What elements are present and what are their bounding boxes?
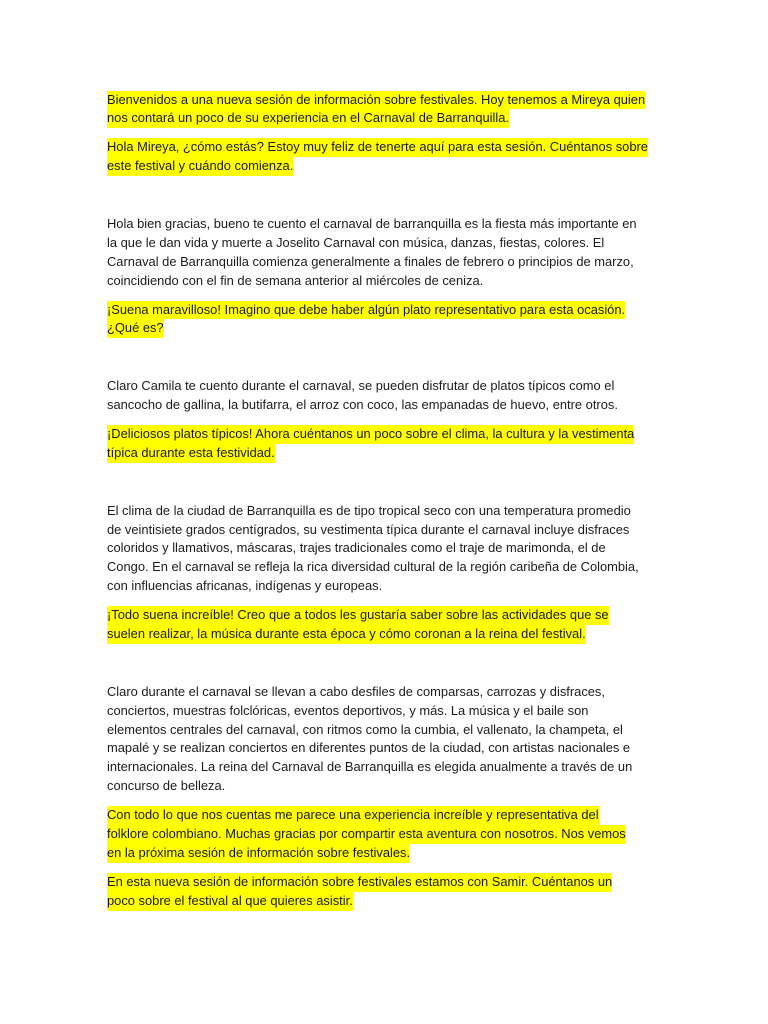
text-line bbox=[107, 253, 668, 272]
highlighted-text: ¿Qué es? bbox=[107, 319, 164, 338]
text-line bbox=[107, 539, 668, 558]
highlighted-text: folklore colombiano. Muchas gracias por compartir esta aventura con nosotros. Nos vemos bbox=[107, 825, 626, 844]
highlighted-text: En esta nueva sesión de información sobre festivales estamos con Samir. Cuéntanos un bbox=[107, 873, 612, 892]
guest-answer-paragraph bbox=[107, 215, 668, 291]
text-line bbox=[107, 625, 668, 644]
text-line bbox=[107, 721, 668, 740]
highlighted-text: ¡Suena maravilloso! Imagino que debe haber algún plato representativo para esta ocasión. bbox=[107, 301, 625, 320]
highlighted-text: poco sobre el festival al que quieres asistir. bbox=[107, 892, 353, 911]
text-line bbox=[107, 806, 668, 825]
text-line bbox=[107, 444, 668, 463]
text-line bbox=[107, 825, 668, 844]
highlighted-text: Hola Mireya, ¿cómo estás? Estoy muy feliz de tenerte aquí para esta sesión. Cuéntanos sobre bbox=[107, 138, 648, 157]
text-line bbox=[107, 396, 668, 415]
highlighted-text: nos contará un poco de su experiencia en el Carnaval de Barranquilla. bbox=[107, 109, 509, 128]
answer-text: Hola bien gracias, bueno te cuento el carnaval de barranquilla es la fiesta más importante en bbox=[107, 215, 637, 231]
text-line bbox=[107, 758, 668, 777]
text-line bbox=[107, 558, 668, 577]
answer-text: coloridos y llamativos, máscaras, trajes tradicionales como el traje de marimonda, el de bbox=[107, 540, 606, 556]
host-intro-paragraph bbox=[107, 91, 668, 129]
guest-answer-paragraph bbox=[107, 683, 668, 796]
text-line bbox=[107, 215, 668, 234]
answer-text: elementos centrales del carnaval, con ritmos como la cumbia, el vallenato, la champeta, el bbox=[107, 721, 623, 737]
text-line bbox=[107, 301, 668, 320]
text-line bbox=[107, 234, 668, 253]
answer-text: Congo. En el carnaval se refleja la rica diversidad cultural de la región caribeña de Colombia, bbox=[107, 559, 639, 575]
answer-text: mapalé y se realizan conciertos en diferentes puntos de la ciudad, con artistas nacionales e bbox=[107, 740, 631, 756]
answer-text: la que le dan vida y muerte a Joselito Carnaval con música, danzas, fiestas, colores. El bbox=[107, 234, 605, 250]
answer-text: Carnaval de Barranquilla comienza generalmente a finales de febrero o principios de marzo, bbox=[107, 253, 634, 269]
answer-text: coincidiendo con el fin de semana anterior al miércoles de ceniza. bbox=[107, 272, 484, 288]
text-line bbox=[107, 777, 668, 796]
host-question-paragraph bbox=[107, 301, 668, 339]
host-question-paragraph bbox=[107, 138, 668, 176]
guest-answer-paragraph bbox=[107, 502, 668, 596]
text-line bbox=[107, 606, 668, 625]
text-line bbox=[107, 683, 668, 702]
answer-text: Claro Camila te cuento durante el carnaval, se pueden disfrutar de platos típicos como el bbox=[107, 378, 615, 394]
text-line bbox=[107, 844, 668, 863]
highlighted-text: suelen realizar, la música durante esta época y cómo coronan a la reina del festival. bbox=[107, 625, 586, 644]
text-line bbox=[107, 109, 668, 128]
empty-paragraph bbox=[107, 654, 668, 673]
highlighted-text: ¡Deliciosos platos típicos! Ahora cuéntanos un poco sobre el clima, la cultura y la vestimenta bbox=[107, 425, 634, 444]
answer-text: con influencias africanas, indígenas y europeas. bbox=[107, 578, 383, 594]
answer-text: conciertos, muestras folclóricas, eventos deportivos, y más. La música y el baile son bbox=[107, 702, 589, 718]
answer-text: internacionales. La reina del Carnaval de Barranquilla es elegida anualmente a través de un bbox=[107, 759, 633, 775]
highlighted-text: en la próxima sesión de información sobre festivales. bbox=[107, 844, 410, 863]
host-intro-paragraph bbox=[107, 873, 668, 911]
text-line bbox=[107, 138, 668, 157]
text-line bbox=[107, 577, 668, 596]
text-line bbox=[107, 272, 668, 291]
answer-text: concurso de belleza. bbox=[107, 778, 226, 794]
text-line bbox=[107, 702, 668, 721]
empty-paragraph bbox=[107, 348, 668, 367]
answer-text: sancocho de gallina, la butifarra, el arroz con coco, las empanadas de huevo, entre otros. bbox=[107, 397, 618, 413]
host-question-paragraph bbox=[107, 425, 668, 463]
highlighted-text: Bienvenidos a una nueva sesión de información sobre festivales. Hoy tenemos a Mireya quien bbox=[107, 91, 645, 110]
answer-text: El clima de la ciudad de Barranquilla es de tipo tropical seco con una temperatura promedio bbox=[107, 502, 631, 518]
empty-paragraph bbox=[107, 473, 668, 492]
host-question-paragraph bbox=[107, 606, 668, 644]
guest-answer-paragraph bbox=[107, 377, 668, 415]
highlighted-text: Con todo lo que nos cuentas me parece una experiencia increíble y representativa del bbox=[107, 806, 599, 825]
highlighted-text: ¡Todo suena increíble! Creo que a todos les gustaría saber sobre las actividades que se bbox=[107, 606, 609, 625]
host-closing-paragraph bbox=[107, 806, 668, 863]
answer-text: de veintisiete grados centígrados, su vestimenta típica durante el carnaval incluye disfraces bbox=[107, 521, 630, 537]
highlighted-text: este festival y cuándo comienza. bbox=[107, 157, 293, 176]
text-line bbox=[107, 377, 668, 396]
text-line bbox=[107, 425, 668, 444]
text-line bbox=[107, 739, 668, 758]
text-line bbox=[107, 892, 668, 911]
text-line bbox=[107, 873, 668, 892]
highlighted-text: típica durante esta festividad. bbox=[107, 444, 275, 463]
text-line bbox=[107, 319, 668, 338]
text-line bbox=[107, 502, 668, 521]
empty-paragraph bbox=[107, 186, 668, 205]
text-line bbox=[107, 157, 668, 176]
answer-text: Claro durante el carnaval se llevan a cabo desfiles de comparsas, carrozas y disfraces, bbox=[107, 683, 605, 699]
text-line bbox=[107, 521, 668, 540]
text-line bbox=[107, 91, 668, 110]
